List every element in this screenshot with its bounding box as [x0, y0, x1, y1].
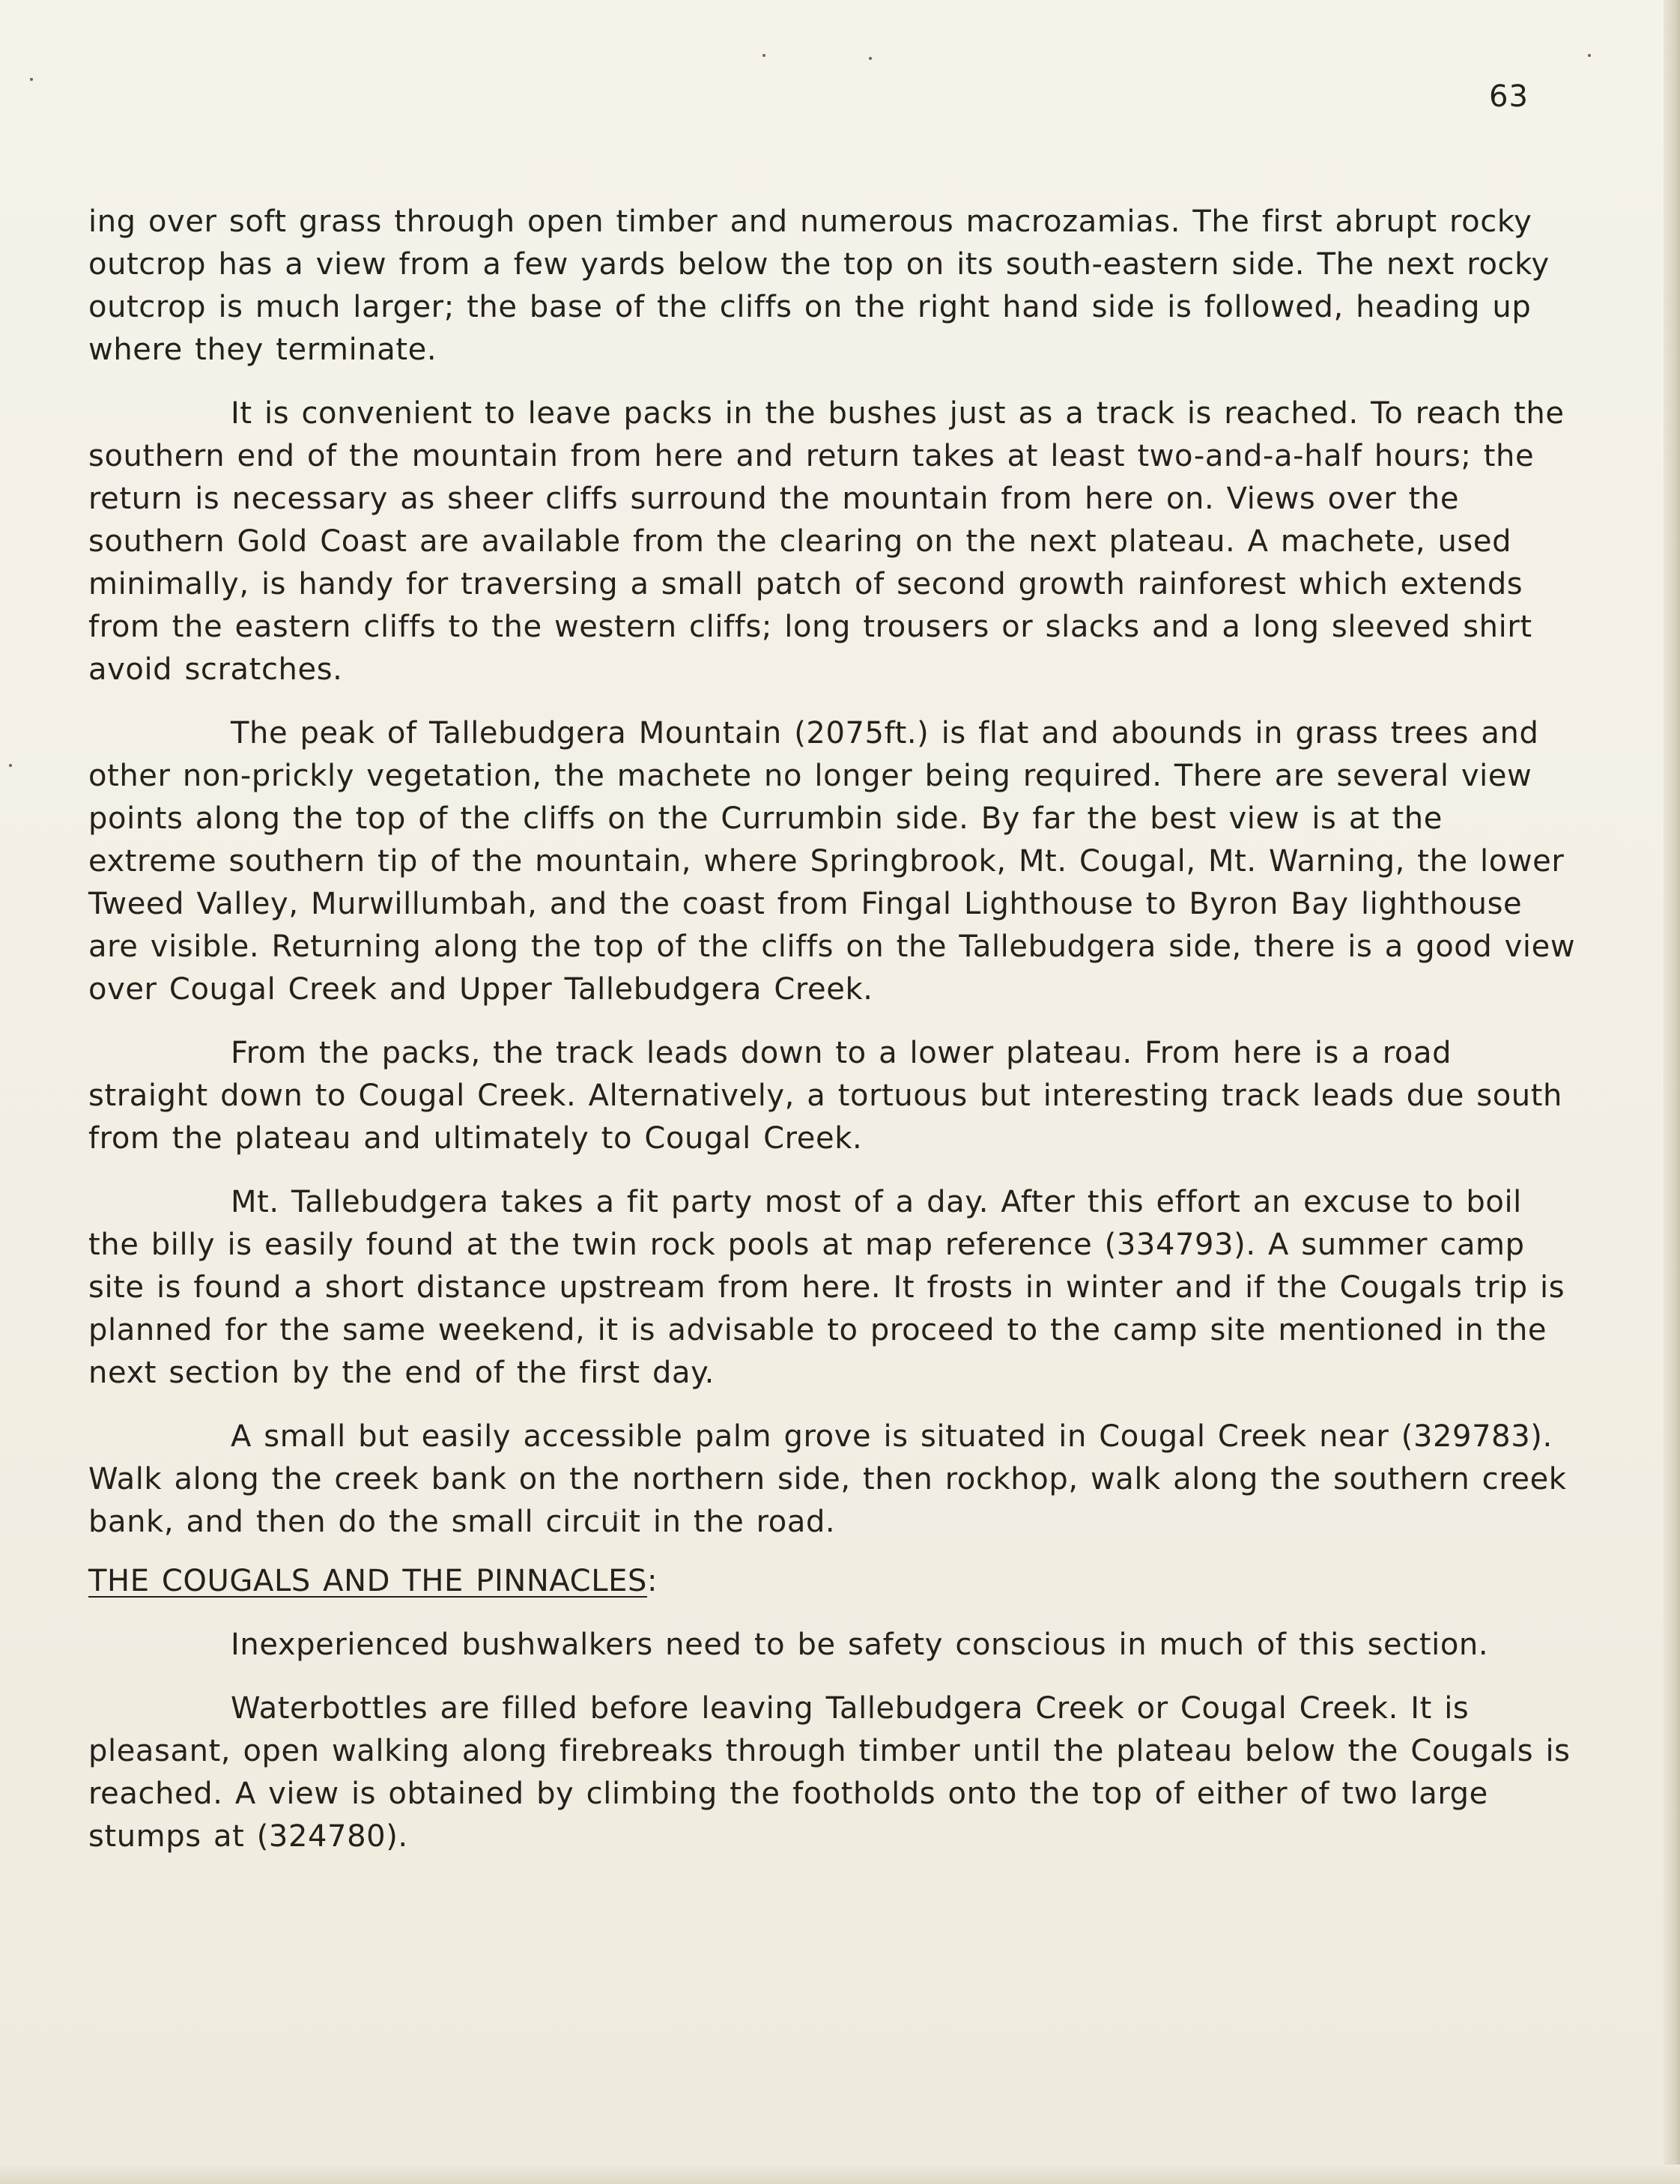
page-number: 63 — [1489, 79, 1529, 114]
section-heading-text: THE COUGALS AND THE PINNACLES — [88, 1564, 647, 1598]
paragraph: Waterbottles are filled before leaving Tallebudgera Creek or Cougal Creek. It is pleasant, open walking along firebreaks through timber until the plateau below the Cougals is reached. A view is obtained by climbing the footholds onto the top of either of two large stumps at (324780). — [88, 1691, 1571, 1854]
paragraph: It is convenient to leave packs in the bushes just as a track is reached. To reach the southern end of the mountain from here and return takes at least two-and-a-half hours; the return is necessary as sheer cliffs surround the mountain from here on. Views over the southern Gold Coast are available from the clearing on the next plateau. A machete, used minimally, is handy for traversing a small patch of second growth rainforest which extends from the eastern cliffs to the western cliffs; long trousers or slacks and a long sleeved shirt avoid scratches. — [88, 396, 1565, 687]
paper-edge-right — [1664, 0, 1680, 2184]
paper-speck — [869, 57, 872, 60]
paragraph: From the packs, the track leads down to a lower plateau. From here is a road straight down to Cougal Creek. Alternatively, a tortuous but interesting track leads due south from the plateau and ultimately to Cougal Creek. — [88, 1036, 1562, 1156]
body-text — [88, 201, 1579, 1879]
paragraph: Mt. Tallebudgera takes a fit party most of a day. After this effort an excuse to boil the billy is easily found at the twin rock pools at map reference (334793). A summer camp site is found a short distance upstream from here. It frosts in winter and if the Cougals trip is planned for the same weekend, it is advisable to proceed to the camp site mentioned in the next section by the end of the first day. — [88, 1185, 1565, 1390]
section-heading-colon: : — [646, 1564, 658, 1598]
paper-edge-bottom — [0, 2165, 1680, 2184]
paragraph: Inexperienced bushwalkers need to be safety conscious in much of this section. — [231, 1628, 1489, 1662]
paragraph: A small but easily accessible palm grove is situated in Cougal Creek near (329783). Walk along the creek bank on the northern side, then rockhop, walk along the southern creek bank, and then do the small circuit in the road. — [88, 1419, 1567, 1539]
section-heading — [88, 1560, 1579, 1603]
paragraph: ing over soft grass through open timber and numerous macrozamias. The first abrupt rocky outcrop has a view from a few yards below the top on its south-eastern side. The next rocky outcrop is much larger; the base of the cliffs on the right hand side is followed, heading up where they terminate. — [88, 204, 1550, 367]
paper-speck — [9, 764, 12, 767]
paper-speck — [762, 54, 765, 57]
paper-speck — [1588, 54, 1591, 57]
paragraph: The peak of Tallebudgera Mountain (2075ft.) is flat and abounds in grass trees and other non-prickly vegetation, the machete no longer being required. There are several view points along the top of the cliffs on the Currumbin side. By far the best view is at the extreme southern tip of the mountain, where Springbrook, Mt. Cougal, Mt. Warning, the lower Tweed Valley, Murwillumbah, and the coast from Fingal Lighthouse to Byron Bay lighthouse are visible. Returning along the top of the cliffs on the Tallebudgera side, there is a good view over Cougal Creek and Upper Tallebudgera Creek. — [88, 716, 1576, 1007]
paper-speck — [30, 78, 33, 81]
